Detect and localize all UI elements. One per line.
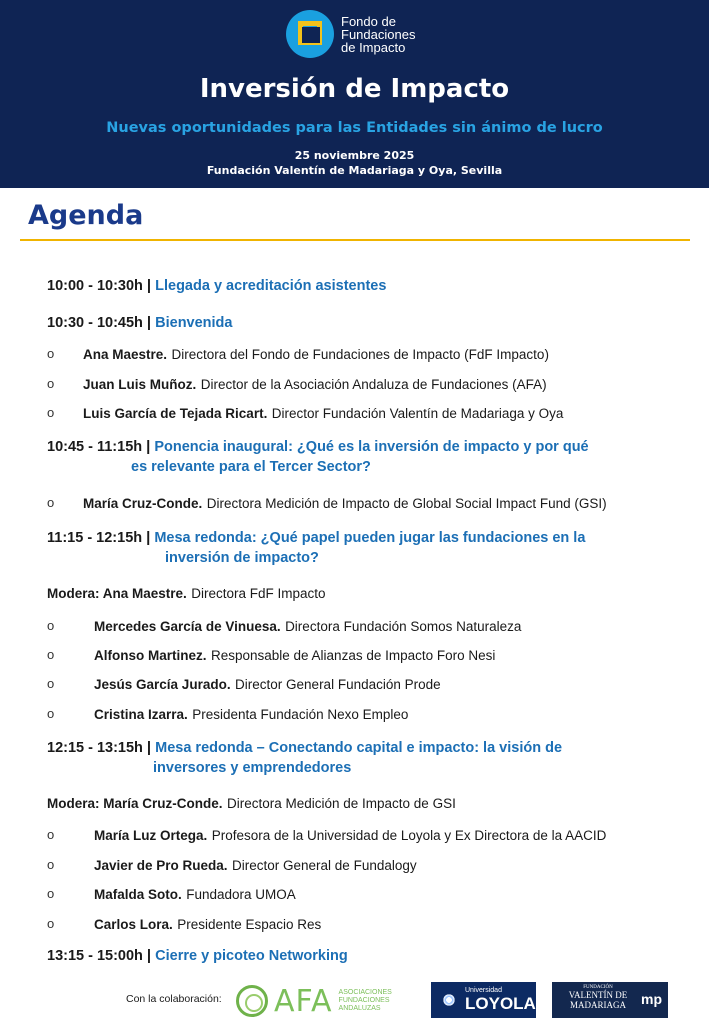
logo-line-3: de Impacto xyxy=(341,39,406,55)
session-time: 11:15 - 12:15h xyxy=(47,530,143,546)
moderator-role: Directora Medición de Impacto de GSI xyxy=(226,796,456,811)
agenda-item-keynote xyxy=(47,438,589,455)
session-title: Mesa redonda – Conectando capital e impacto: la visión de xyxy=(155,740,563,756)
speaker-role: Director Fundación Valentín de Madariaga y Oya xyxy=(271,406,564,421)
session-time: 13:15 - 15:00h xyxy=(47,948,143,964)
agenda-item-roundtable-2 xyxy=(47,739,562,756)
heading-divider xyxy=(20,239,690,241)
fdf-logo-icon xyxy=(286,10,334,58)
agenda-item-closing xyxy=(47,947,348,964)
moderator-label: Modera: María Cruz-Conde. xyxy=(47,796,223,811)
session-title: Bienvenida xyxy=(155,315,233,331)
agenda-heading: Agenda xyxy=(28,200,144,231)
bullet-icon: o xyxy=(47,916,55,931)
separator: | xyxy=(146,438,151,455)
moderator-role: Directora FdF Impacto xyxy=(191,586,326,601)
session-title: Cierre y picoteo Networking xyxy=(155,948,348,964)
moderator-line xyxy=(47,795,456,813)
speaker-item xyxy=(83,346,549,364)
loyola-small-text: Universidad xyxy=(465,987,502,994)
speaker-item xyxy=(94,857,417,875)
bullet-icon: o xyxy=(47,886,55,901)
speaker-name: Mercedes García de Vinuesa. xyxy=(94,619,281,634)
bullet-icon: o xyxy=(47,706,55,721)
event-title: Inversión de Impacto xyxy=(199,74,510,104)
afa-sub-2: FUNDACIONES xyxy=(338,997,390,1004)
speaker-role: Responsable de Alianzas de Impacto Foro Nesi xyxy=(210,648,496,663)
afa-sub-3: ANDALUZAS xyxy=(338,1005,381,1012)
bullet-icon: o xyxy=(47,618,55,633)
speaker-role: Directora Medición de Impacto de Global Social Impact Fund (GSI) xyxy=(206,496,607,511)
speaker-name: Jesús García Jurado. xyxy=(94,677,231,692)
sponsors-footer xyxy=(0,978,709,1024)
speaker-role: Directora Fundación Somos Naturaleza xyxy=(285,619,522,634)
session-title-continued: es relevante para el Tercer Sector? xyxy=(131,459,371,475)
session-title-continued: inversores y emprendedores xyxy=(153,760,352,776)
logo-line-1: Fondo de xyxy=(341,13,396,29)
fvm-mp-mark: mp xyxy=(641,991,662,1007)
session-title: Ponencia inaugural: ¿Qué es la inversión de impacto y por qué xyxy=(154,439,589,455)
speaker-item xyxy=(94,886,296,904)
bullet-icon: o xyxy=(47,857,55,872)
fvm-small-text: FUNDACIÓN xyxy=(583,985,613,990)
separator: | xyxy=(146,947,152,964)
speaker-item xyxy=(83,495,607,513)
globe-icon xyxy=(439,990,459,1010)
separator: | xyxy=(146,529,151,546)
bullet-icon: o xyxy=(47,376,55,391)
speaker-name: María Cruz-Conde. xyxy=(83,496,203,511)
moderator-label: Modera: Ana Maestre. xyxy=(47,586,187,601)
speaker-name: Alfonso Martinez. xyxy=(94,648,207,663)
bullet-icon: o xyxy=(47,346,55,361)
speaker-role: Profesora de la Universidad de Loyola y Ex Directora de la AACID xyxy=(211,828,607,843)
session-title: Mesa redonda: ¿Qué papel pueden jugar las fundaciones en la xyxy=(154,530,586,546)
agenda-item-roundtable-1 xyxy=(47,529,585,546)
separator: | xyxy=(146,314,152,331)
speaker-item xyxy=(94,618,521,636)
session-title-continued: inversión de impacto? xyxy=(165,550,319,566)
speaker-name: Mafalda Soto. xyxy=(94,887,182,902)
moderator-line xyxy=(47,585,326,603)
fvm-line-2: MADARIAGA xyxy=(570,1000,626,1010)
loyola-logo xyxy=(431,982,536,1018)
separator: | xyxy=(146,277,152,294)
afa-logo xyxy=(236,984,416,1018)
speaker-name: Carlos Lora. xyxy=(94,917,173,932)
event-date: 25 noviembre 2025 xyxy=(294,149,415,162)
speaker-name: María Luz Ortega. xyxy=(94,828,208,843)
speaker-item xyxy=(94,706,408,724)
event-subtitle: Nuevas oportunidades para las Entidades sin ánimo de lucro xyxy=(106,120,603,136)
header-banner xyxy=(0,0,709,188)
speaker-role: Directora del Fondo de Fundaciones de Impacto (FdF Impacto) xyxy=(171,347,549,362)
speaker-role: Director General de Fundalogy xyxy=(232,858,417,873)
bullet-icon: o xyxy=(47,647,55,662)
session-time: 12:15 - 13:15h xyxy=(47,740,143,756)
loyola-name: LOYOLA xyxy=(465,994,536,1013)
speaker-item xyxy=(94,916,321,934)
speaker-role: Director General Fundación Prode xyxy=(235,677,441,692)
session-time: 10:45 - 11:15h xyxy=(47,439,143,455)
speaker-role: Fundadora UMOA xyxy=(186,887,296,902)
speaker-item xyxy=(83,376,547,394)
speaker-role: Presidente Espacio Res xyxy=(177,917,322,932)
separator: | xyxy=(146,739,152,756)
speaker-name: Javier de Pro Rueda. xyxy=(94,858,228,873)
afa-letters: AFA xyxy=(274,983,333,1019)
agenda-item-arrival xyxy=(47,277,386,294)
fdf-impacto-logo xyxy=(286,10,415,58)
speaker-item xyxy=(94,647,495,665)
speaker-role: Presidenta Fundación Nexo Empleo xyxy=(192,707,409,722)
session-title: Llegada y acreditación asistentes xyxy=(155,278,387,294)
bullet-icon: o xyxy=(47,827,55,842)
speaker-item xyxy=(94,676,441,694)
collaboration-label: Con la colaboración: xyxy=(126,993,222,1005)
speaker-name: Juan Luis Muñoz. xyxy=(83,377,197,392)
session-time: 10:30 - 10:45h xyxy=(47,315,143,331)
speaker-role: Director de la Asociación Andaluza de Fundaciones (AFA) xyxy=(200,377,547,392)
afa-sub-1: ASOCIACIONES xyxy=(338,989,392,996)
event-venue: Fundación Valentín de Madariaga y Oya, Sevilla xyxy=(206,164,503,177)
afa-ring-icon xyxy=(236,985,268,1017)
speaker-name: Ana Maestre. xyxy=(83,347,168,362)
afa-subtitle xyxy=(339,989,392,1013)
bullet-icon: o xyxy=(47,405,55,420)
fvm-line-1: VALENTÍN DE xyxy=(568,990,628,1000)
agenda-item-welcome xyxy=(47,314,232,331)
session-time: 10:00 - 10:30h xyxy=(47,278,143,294)
fvm-logo xyxy=(552,982,668,1018)
logo-text xyxy=(341,15,415,54)
bullet-icon: o xyxy=(47,676,55,691)
speaker-item xyxy=(83,405,563,423)
speaker-name: Cristina Izarra. xyxy=(94,707,188,722)
speaker-name: Luis García de Tejada Ricart. xyxy=(83,406,268,421)
speaker-item xyxy=(94,827,606,845)
bullet-icon: o xyxy=(47,495,55,510)
logo-line-2: Fundaciones xyxy=(341,26,416,42)
